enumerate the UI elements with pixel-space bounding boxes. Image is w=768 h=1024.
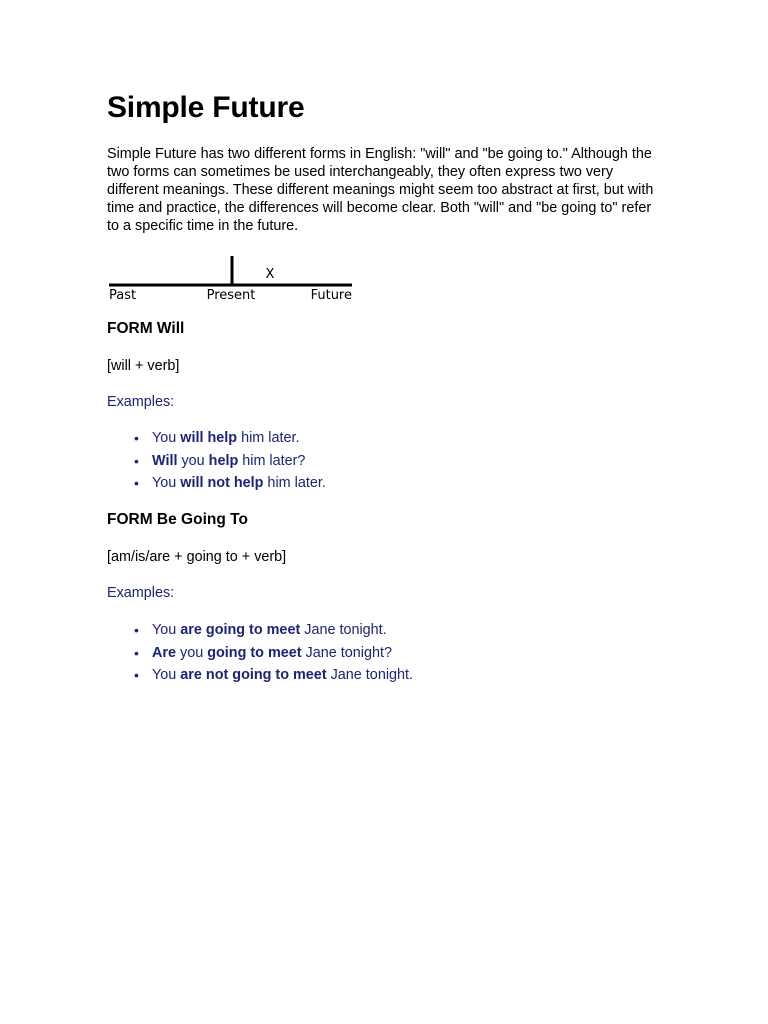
examples-label-going-to: Examples: xyxy=(107,585,175,601)
bullet-icon: • xyxy=(134,667,139,683)
example-text: you xyxy=(176,644,208,661)
timeline-label-present: Present xyxy=(206,288,256,303)
example-text: him later. xyxy=(237,430,300,446)
example-text: Jane tonight. xyxy=(326,667,414,683)
examples-label-will: Examples: xyxy=(107,394,175,410)
bullet-icon: • xyxy=(134,475,139,491)
example-text: you xyxy=(177,452,209,469)
page-title: Simple Future xyxy=(107,91,305,124)
example-text: You xyxy=(152,622,181,638)
bullet-icon: • xyxy=(134,452,139,469)
example-text: You xyxy=(152,430,181,446)
example-text: him later? xyxy=(238,452,306,469)
examples-list-will xyxy=(107,427,326,495)
bullet-icon: • xyxy=(134,622,139,638)
example-text: You xyxy=(152,475,181,491)
bullet-icon: • xyxy=(134,644,139,661)
section-heading-going-to: FORM Be Going To xyxy=(107,511,248,528)
timeline-marker: X xyxy=(265,267,275,282)
list-item xyxy=(107,450,326,473)
example-text: Jane tonight? xyxy=(301,644,392,661)
example-bold: Are xyxy=(152,644,176,661)
example-bold: are going to meet xyxy=(180,622,301,638)
formula-will: [will + verb] xyxy=(107,358,180,374)
section-heading-will: FORM Will xyxy=(107,320,185,337)
list-item xyxy=(107,642,413,665)
example-text: You xyxy=(152,667,181,683)
example-bold: Will xyxy=(152,452,178,469)
example-bold: will not help xyxy=(180,475,264,491)
formula-going-to: [am/is/are + going to + verb] xyxy=(107,549,287,565)
example-bold: will help xyxy=(180,430,238,446)
timeline-label-past: Past xyxy=(109,288,137,303)
bullet-icon: • xyxy=(134,430,139,446)
list-item xyxy=(107,619,413,642)
timeline-diagram xyxy=(107,252,357,307)
example-text: him later. xyxy=(263,475,326,491)
timeline-label-future: Future xyxy=(310,288,352,303)
intro-paragraph: Simple Future has two different forms in English: "will" and "be going to." Although the two forms can sometimes be used interchangeably, they often express two very different meanings. These different meanings might seem too abstract at first, but with time and practice, the differences will become clear. Both "will" and "be going to" refer to a specific time in the future. xyxy=(107,146,654,234)
list-item xyxy=(107,664,413,687)
list-item xyxy=(107,427,326,450)
example-bold: help xyxy=(208,452,239,469)
example-bold: are not going to meet xyxy=(180,667,327,683)
example-text: Jane tonight. xyxy=(300,622,387,638)
example-bold: going to meet xyxy=(207,644,302,661)
examples-list-going-to xyxy=(107,619,413,687)
list-item xyxy=(107,472,326,495)
